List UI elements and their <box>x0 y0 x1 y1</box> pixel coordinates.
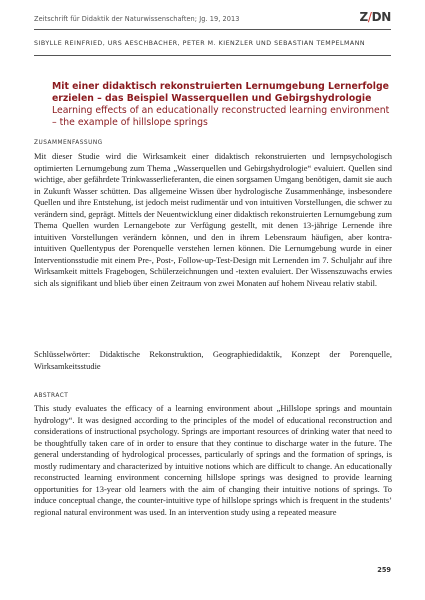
abstract-text: This study evaluates the efficacy of a learning environment about „Hillslope springs and mountain hydrology“. It was designed according to the principles of the model of educational reconstruction and considerations of instructional psychology. Springs are important resources of drinking water that need to be thoughtfully taken care of in order to ensure that they continue to discharge water in the future. The general understanding of hydrological processes, particularly of springs and the formation of springs, is mostly rudimentary and characterized by intuitive notions which are difficult to change. An educationally reconstructed learning environment concerning hillslope springs was designed to provide learning opportunities for 13-year old learners with the aim of changing their intuitive notions of springs. To induce conceptual change, the counter-intuitive type of hillslope springs which is frequent in the students’ regional natural environment was used. In an intervention study using a repeated measure <box>34 403 392 517</box>
authors-rule <box>34 55 391 56</box>
logo-dn: DN <box>371 10 391 24</box>
authors-line: SIBYLLE REINFRIED, URS AESCHBACHER, PETER M. KIENZLER UND SEBASTIAN TEMPELMANN <box>34 40 366 47</box>
journal-logo <box>359 10 391 24</box>
keywords: Schlüsselwörter: Didaktische Rekonstruktion, Geographiedidaktik, Konzept der Porenquelle, Wirksamkeitsstudie <box>34 349 392 371</box>
header-rule <box>34 29 391 30</box>
zusammenfassung-label: ZUSAMMENFASSUNG <box>34 140 103 146</box>
page-number: 259 <box>377 566 391 574</box>
title-german: Mit einer didaktisch rekonstruierten Lernumgebung Lernerfolge erzielen – das Beispiel Wasserquellen und Gebirgshydrologie <box>52 81 389 104</box>
zusammenfassung-text: Mit dieser Studie wird die Wirksamkeit einer didaktisch rekonstruierten und lernpsychologisch optimierten Lernumgebung zum Thema „Wasserquellen und Gebirgshydrologie“ evaluiert. Quellen sind wichtige, aber gefährdete Trinkwasserlieferanten, die einen sorgsamen Umgang benötigen, damit sie auch in Zukunft Wasser schütten. Das allgemeine Wissen über hydrologische Zusammenhänge, insbesondere Quellen und ihre Entstehung, ist jedoch meist rudimentär und von intuitiven Vorstellungen, die schwer zu verändern sind, geprägt. Mittels der Neuentwicklung einer didaktisch rekonstruierten Lernumgebung zum Thema Quellen wurden Lernangebote zur Verfügung gestellt, mit denen 13-jährige Lernende ihre intuitiven Vorstellungen verändern können, und den in ihrem Lebensraum häufigen, aber kontra-intuitiven Quellentypus der Porenquelle verstehen lernen können. Die Lernumgebung wurde in einer Interventionsstudie mit einem Pre-, Post-, Follow-up-Test-Design mit Lernenden im 7. Schuljahr auf ihre Wirksamkeit mittels Fragebogen, Schülerzeichnungen und -texten evaluiert. Der Wissenszuwachs erwies sich als signifikant und blieb über einen Zeitraum von zwei Monaten auf hohem Niveau relativ stabil. <box>34 151 392 289</box>
abstract-label: ABSTRACT <box>34 393 69 399</box>
journal-header: Zeitschrift für Didaktik der Naturwissenschaften; Jg. 19, 2013 <box>34 15 240 23</box>
logo-z: Z <box>359 10 368 24</box>
title-english: Learning effects of an educationally reconstructed learning environment – the example of hillslope springs <box>52 105 390 128</box>
logo-slash: / <box>367 10 372 24</box>
